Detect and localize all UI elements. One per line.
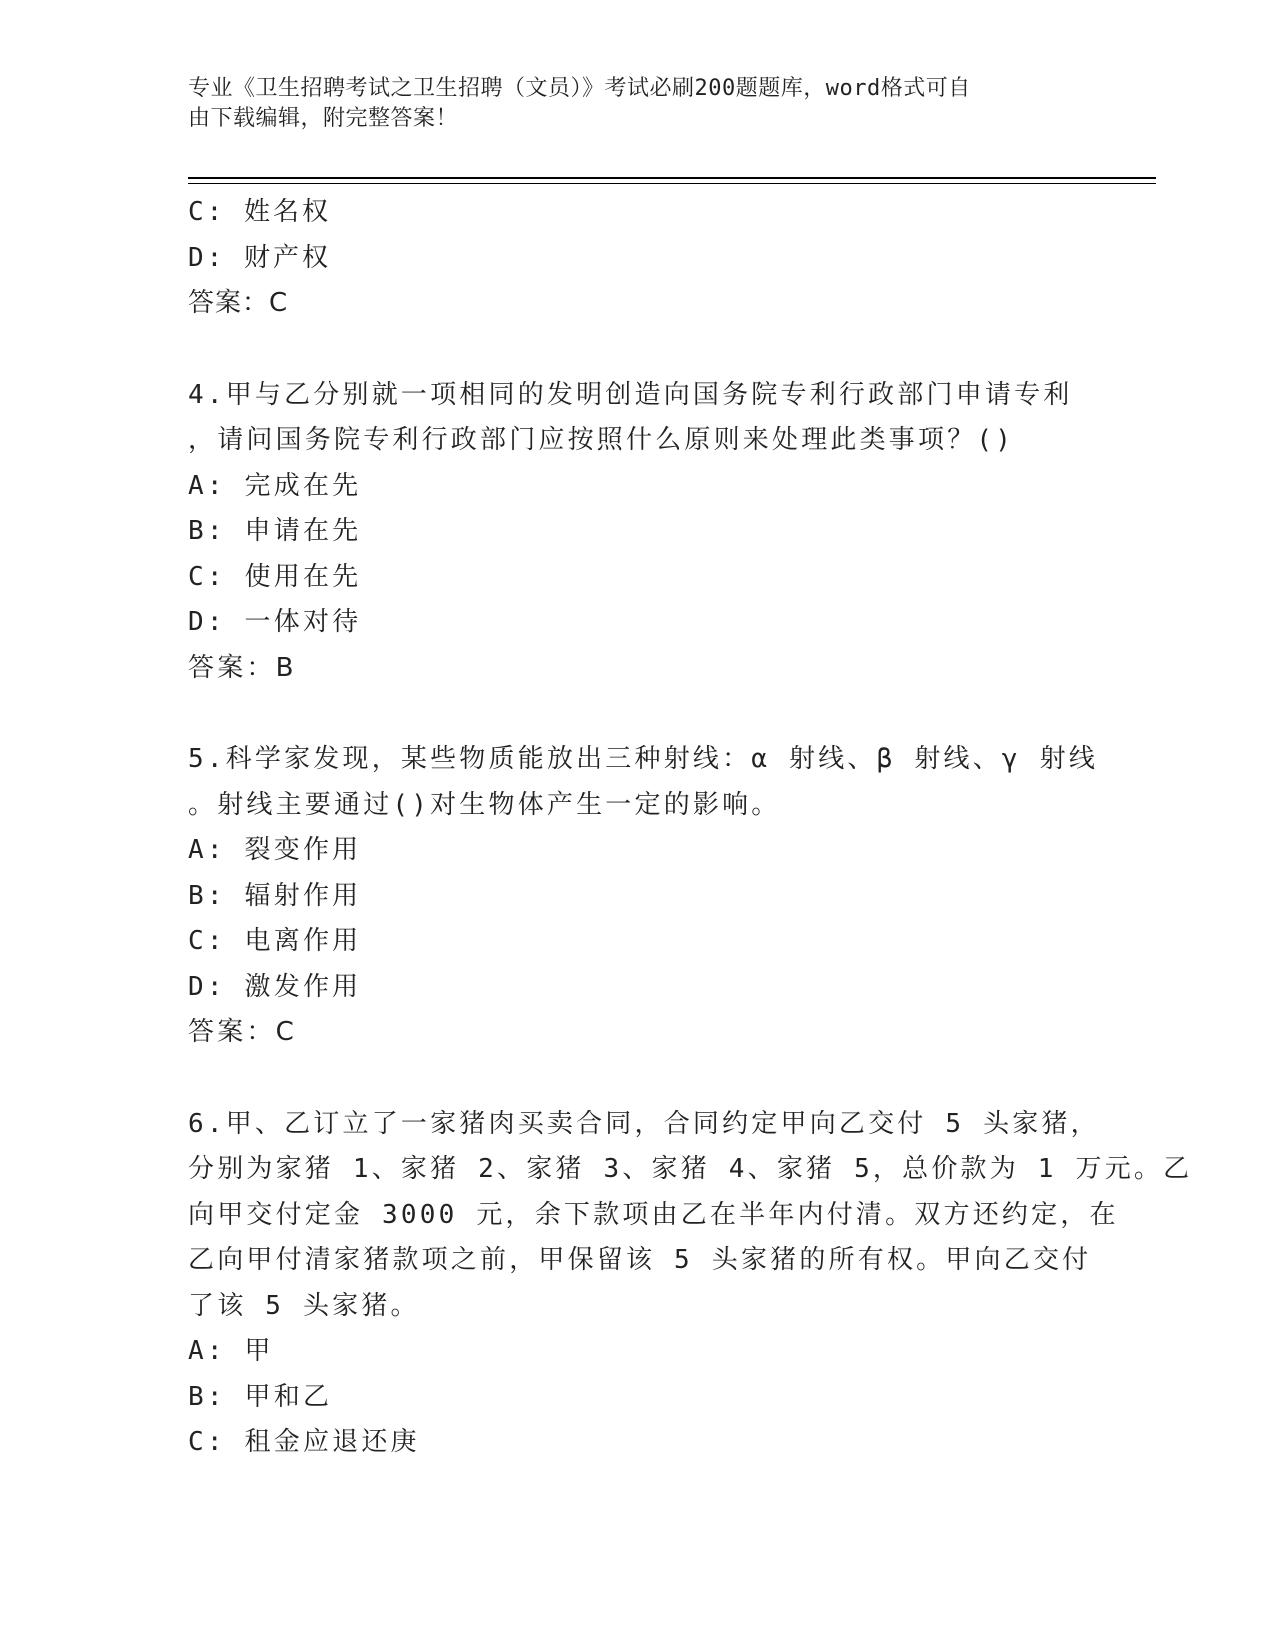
option-b: B: 甲和乙 <box>188 1381 333 1412</box>
option-d: D: 一体对待 <box>188 607 362 637</box>
question-list <box>188 190 1193 1466</box>
question-4 <box>188 373 1088 692</box>
question-3-tail <box>188 190 1088 327</box>
spacer <box>188 1056 1088 1102</box>
option-d: D: 激发作用 <box>188 971 362 1002</box>
question-5 <box>188 737 1099 1056</box>
header-line-1: 专业《卫生招聘考试之卫生招聘（文员）》考试必刷200题题库，word格式可自 <box>188 76 971 101</box>
document-header <box>188 74 1088 134</box>
option-a: A: 裂变作用 <box>188 835 362 865</box>
answer: 答案：C <box>188 288 289 318</box>
spacer <box>188 327 1088 373</box>
question-stem-line: 向甲交付定金 3000 元，余下款项由乙在半年内付清。双方还约定，在 <box>188 1199 1119 1230</box>
question-stem-line: 分别为家猪 1、家猪 2、家猪 3、家猪 4、家猪 5，总价款为 1 万元。乙 <box>188 1154 1193 1184</box>
option-a: A: 甲 <box>188 1336 274 1366</box>
option-c: C: 使用在先 <box>188 561 362 592</box>
option-b: B: 辐射作用 <box>188 880 362 911</box>
option-c: C: 租金应退还庚 <box>188 1427 420 1457</box>
question-6 <box>188 1102 1193 1466</box>
answer: 答案：C <box>188 1017 297 1047</box>
spacer <box>188 691 1088 737</box>
question-stem-line: 4.甲与乙分别就一项相同的发明创造向国务院专利行政部门申请专利 <box>188 379 1073 410</box>
header-line-2: 由下载编辑，附完整答案！ <box>188 106 459 131</box>
answer: 答案：B <box>188 652 297 683</box>
option-a: A: 完成在先 <box>188 470 362 501</box>
option-c: C: 电离作用 <box>188 926 362 956</box>
option-c: C: 姓名权 <box>188 197 331 227</box>
header-rule-thick <box>188 177 1156 179</box>
question-stem-line: 。射线主要通过()对生物体产生一定的影响。 <box>188 789 781 820</box>
question-stem-line: 了该 5 头家猪。 <box>188 1290 420 1321</box>
question-stem-line: 乙向甲付清家猪款项之前，甲保留该 5 头家猪的所有权。甲向乙交付 <box>188 1245 1092 1275</box>
question-stem-line: 5.科学家发现，某些物质能放出三种射线：α 射线、β 射线、γ 射线 <box>188 744 1099 774</box>
question-stem-line: ，请问国务院专利行政部门应按照什么原则来处理此类事项？() <box>188 425 1015 455</box>
header-rule-thin <box>188 183 1156 184</box>
option-b: B: 申请在先 <box>188 516 362 546</box>
question-stem-line: 6.甲、乙订立了一家猪肉买卖合同，合同约定甲向乙交付 5 头家猪， <box>188 1108 1100 1139</box>
option-d: D: 财产权 <box>188 242 331 273</box>
